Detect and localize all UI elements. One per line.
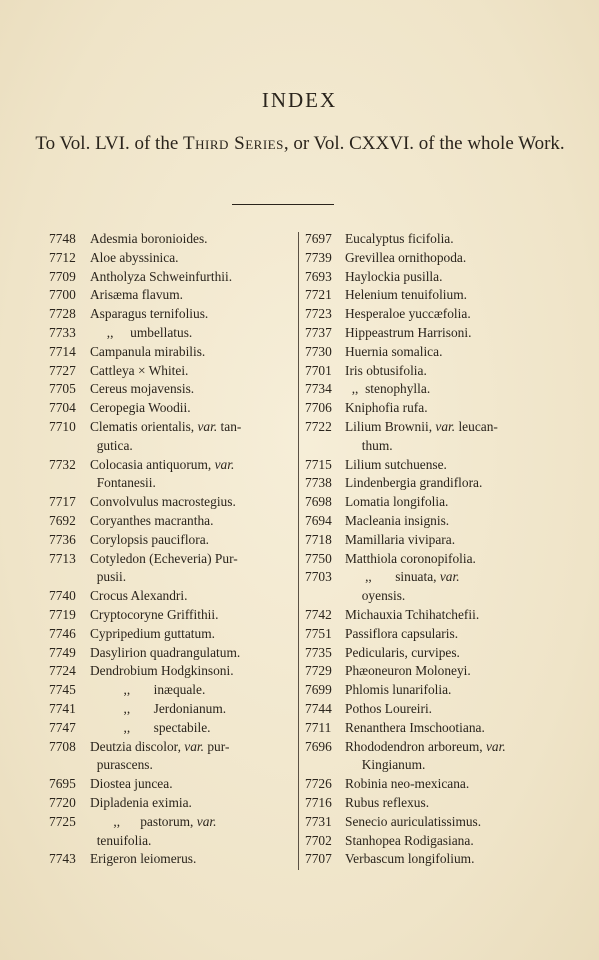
species-name: Crocus Alexandri. [90, 588, 188, 604]
species-name: Haylockia pusilla. [345, 268, 443, 284]
plate-number: 7748 [49, 231, 76, 246]
plate-number: 7716 [305, 794, 332, 810]
species-name: Verbascum longifolium. [345, 851, 475, 867]
species-name: Cereus mojavensis. [90, 381, 195, 397]
plate-number: 7721 [305, 287, 332, 303]
index-entry [49, 362, 291, 381]
plate-number: 7706 [305, 400, 332, 416]
plate-number: 7695 [49, 776, 76, 792]
species-name: Renanthera Imschootiana. [345, 719, 485, 735]
index-entry [49, 700, 291, 719]
page-title: INDEX [261, 88, 338, 112]
index-entry [305, 794, 550, 813]
index-entry [305, 850, 550, 869]
plate-number: 7731 [305, 813, 332, 829]
plate-number: 7728 [49, 306, 76, 322]
index-entry [49, 493, 291, 512]
index-entry [49, 512, 291, 531]
species-name-continued: Fontanesii. [90, 475, 156, 491]
index-entry [49, 230, 291, 249]
plate-number: 7708 [49, 738, 76, 754]
species-name: Antholyza Schweinfurthii. [90, 268, 233, 284]
plate-number: 7699 [305, 682, 332, 698]
index-entry [305, 813, 550, 832]
species-name: Lindenbergia grandiflora. [345, 475, 483, 491]
index-entry [49, 286, 291, 305]
index-entry [305, 738, 550, 776]
index-entry [49, 268, 291, 287]
subtitle-suffix: , or Vol. CXXVI. of the whole Work. [283, 133, 565, 154]
species-name-continued: Kingianum. [345, 757, 426, 773]
index-entry [305, 681, 550, 700]
index-entry [49, 644, 291, 663]
index-entry [305, 493, 550, 512]
plate-number: 7751 [305, 625, 332, 641]
plate-number: 7727 [49, 362, 76, 378]
index-entry [305, 606, 550, 625]
index-entry [49, 719, 291, 738]
index-entry [49, 380, 291, 399]
species-name: Grevillea ornithopoda. [345, 249, 467, 265]
species-name: Rhododendron arboreum, var. [345, 738, 506, 754]
plate-number: 7741 [49, 700, 76, 716]
plate-number: 7719 [49, 606, 76, 622]
plate-number: 7705 [49, 381, 76, 397]
plate-number: 7714 [49, 343, 76, 359]
species-name: Ceropegia Woodii. [90, 400, 191, 416]
plate-number: 7744 [305, 700, 332, 716]
plate-number: 7749 [49, 644, 76, 660]
index-entry [305, 305, 550, 324]
plate-number: 7730 [305, 343, 332, 359]
index-entry [49, 418, 291, 456]
index-entry [49, 738, 291, 776]
index-entry [49, 343, 291, 362]
index-entry [305, 343, 550, 362]
species-name: ,, pastorum, var. [90, 813, 217, 829]
species-name: ,, Jerdonianum. [90, 700, 227, 716]
index-entry [305, 286, 550, 305]
species-name: Hippeastrum Harrisoni. [345, 324, 472, 340]
plate-number: 7735 [305, 644, 332, 660]
species-name: ,, inæquale. [90, 682, 206, 698]
plate-number: 7710 [49, 418, 76, 434]
plate-number: 7702 [305, 832, 332, 848]
index-entry [49, 456, 291, 494]
plate-number: 7745 [49, 682, 76, 698]
plate-number: 7737 [305, 324, 332, 340]
species-name-continued: gutica. [90, 437, 133, 453]
plate-number: 7743 [49, 851, 76, 867]
species-name: ,, sinuata, var. [345, 569, 460, 585]
index-entry [305, 644, 550, 663]
species-name: Coryanthes macrantha. [90, 512, 214, 528]
column-divider [298, 232, 299, 870]
index-entry [305, 456, 550, 475]
species-name: Dipladenia eximia. [90, 794, 192, 810]
species-name: Eucalyptus ficifolia. [345, 231, 454, 246]
species-name: Lilium sutchuense. [345, 456, 447, 472]
species-name: Kniphofia rufa. [345, 400, 428, 416]
species-name: Mamillaria vivipara. [345, 531, 456, 547]
species-name: Macleania insignis. [345, 512, 450, 528]
index-entry [305, 775, 550, 794]
species-name: Michauxia Tchihatchefii. [345, 606, 480, 622]
index-entry [49, 305, 291, 324]
species-name: Pedicularis, curvipes. [345, 644, 460, 660]
plate-number: 7729 [305, 663, 332, 679]
index-entry [305, 512, 550, 531]
plate-number: 7738 [305, 475, 332, 491]
plate-number: 7697 [305, 231, 332, 246]
index-column-right [305, 230, 550, 869]
index-entry [305, 719, 550, 738]
subtitle-prefix: To Vol. LVI. of the [35, 133, 184, 154]
index-entry [305, 268, 550, 287]
index-entry [305, 380, 550, 399]
species-name: Campanula mirabilis. [90, 343, 206, 359]
plate-number: 7712 [49, 249, 76, 265]
species-name: Hesperaloe yuccæfolia. [345, 306, 471, 322]
index-entry [305, 474, 550, 493]
page-subtitle [30, 130, 570, 158]
species-name-continued: oyensis. [345, 588, 406, 604]
plate-number: 7742 [305, 606, 332, 622]
index-entry [49, 662, 291, 681]
index-entry [49, 531, 291, 550]
species-name: Aloe abyssinica. [90, 249, 179, 265]
species-name: ,, umbellatus. [90, 324, 193, 340]
species-name-continued: pusii. [90, 569, 127, 585]
plate-number: 7717 [49, 494, 76, 510]
subtitle-series: Third Series [183, 133, 284, 154]
species-name: Asparagus ternifolius. [90, 306, 209, 322]
species-name: Arisæma flavum. [90, 287, 183, 303]
species-name: Phæoneuron Moloneyi. [345, 663, 471, 679]
species-name-continued: purascens. [90, 757, 153, 773]
plate-number: 7718 [305, 531, 332, 547]
index-entry [305, 362, 550, 381]
plate-number: 7747 [49, 719, 76, 735]
index-entry [49, 625, 291, 644]
plate-number: 7723 [305, 306, 332, 322]
title-rule [232, 204, 334, 205]
index-entry [49, 249, 291, 268]
plate-number: 7722 [305, 418, 332, 434]
species-name: Lilium Brownii, var. leucan- [345, 418, 498, 434]
species-name: Erigeron leiomerus. [90, 851, 197, 867]
index-entry [49, 550, 291, 588]
index-entry [305, 550, 550, 569]
plate-number: 7736 [49, 531, 76, 547]
species-name: Phlomis lunarifolia. [345, 682, 452, 698]
plate-number: 7713 [49, 550, 76, 566]
index-entry [49, 681, 291, 700]
index-entry [49, 606, 291, 625]
index-entry [305, 700, 550, 719]
species-name: Huernia somalica. [345, 343, 443, 359]
index-entry [305, 568, 550, 606]
species-name: Adesmia boronioides. [90, 231, 208, 246]
species-name: Cryptocoryne Griffithii. [90, 606, 219, 622]
plate-number: 7700 [49, 287, 76, 303]
plate-number: 7709 [49, 268, 76, 284]
species-name-continued: tenuifolia. [90, 832, 152, 848]
plate-number: 7715 [305, 456, 332, 472]
plate-number: 7750 [305, 550, 332, 566]
plate-number: 7698 [305, 494, 332, 510]
species-name: Corylopsis pauciflora. [90, 531, 210, 547]
index-entry [49, 587, 291, 606]
index-entry [49, 794, 291, 813]
species-name: Iris obtusifolia. [345, 362, 427, 378]
plate-number: 7740 [49, 588, 76, 604]
species-name: Dasylirion quadrangulatum. [90, 644, 241, 660]
plate-number: 7733 [49, 324, 76, 340]
species-name: Cypripedium guttatum. [90, 625, 215, 641]
species-name: Cattleya × Whitei. [90, 362, 189, 378]
index-entry [49, 813, 291, 851]
species-name: ,, spectabile. [90, 719, 211, 735]
plate-number: 7692 [49, 512, 76, 528]
plate-number: 7734 [305, 381, 332, 397]
species-name: Pothos Loureiri. [345, 700, 433, 716]
species-name: Convolvulus macrostegius. [90, 494, 236, 510]
index-entry [305, 324, 550, 343]
plate-number: 7726 [305, 776, 332, 792]
plate-number: 7724 [49, 663, 76, 679]
plate-number: 7732 [49, 456, 76, 472]
index-entry [305, 625, 550, 644]
species-name: ,, stenophylla. [345, 381, 431, 397]
species-name: Dendrobium Hodgkinsoni. [90, 663, 234, 679]
index-entry [305, 249, 550, 268]
species-name: Matthiola coronopifolia. [345, 550, 476, 566]
species-name: Senecio auriculatissimus. [345, 813, 482, 829]
index-entry [305, 399, 550, 418]
index-entry [305, 418, 550, 456]
plate-number: 7694 [305, 512, 332, 528]
plate-number: 7746 [49, 625, 76, 641]
plate-number: 7711 [305, 719, 332, 735]
plate-number: 7696 [305, 738, 332, 754]
index-entry [49, 324, 291, 343]
species-name: Helenium tenuifolium. [345, 287, 467, 303]
plate-number: 7701 [305, 362, 332, 378]
index-entry [305, 531, 550, 550]
species-name: Colocasia antiquorum, var. [90, 456, 235, 472]
species-name: Passiflora capsularis. [345, 625, 459, 641]
species-name: Cotyledon (Echeveria) Pur- [90, 550, 238, 566]
species-name: Rubus reflexus. [345, 794, 430, 810]
index-column-left [49, 230, 291, 869]
plate-number: 7720 [49, 794, 76, 810]
index-entry [49, 399, 291, 418]
species-name: Deutzia discolor, var. pur- [90, 738, 230, 754]
plate-number: 7725 [49, 813, 76, 829]
index-entry [305, 662, 550, 681]
species-name: Stanhopea Rodigasiana. [345, 832, 474, 848]
index-entry [49, 775, 291, 794]
species-name: Diostea juncea. [90, 776, 173, 792]
species-name: Clematis orientalis, var. tan- [90, 418, 242, 434]
plate-number: 7693 [305, 268, 332, 284]
plate-number: 7704 [49, 400, 76, 416]
index-entry [305, 230, 550, 249]
species-name: Lomatia longifolia. [345, 494, 449, 510]
plate-number: 7703 [305, 569, 332, 585]
species-name-continued: thum. [345, 437, 393, 453]
index-entry [49, 850, 291, 869]
index-entry [305, 832, 550, 851]
species-name: Robinia neo-mexicana. [345, 776, 470, 792]
plate-number: 7707 [305, 851, 332, 867]
plate-number: 7739 [305, 249, 332, 265]
